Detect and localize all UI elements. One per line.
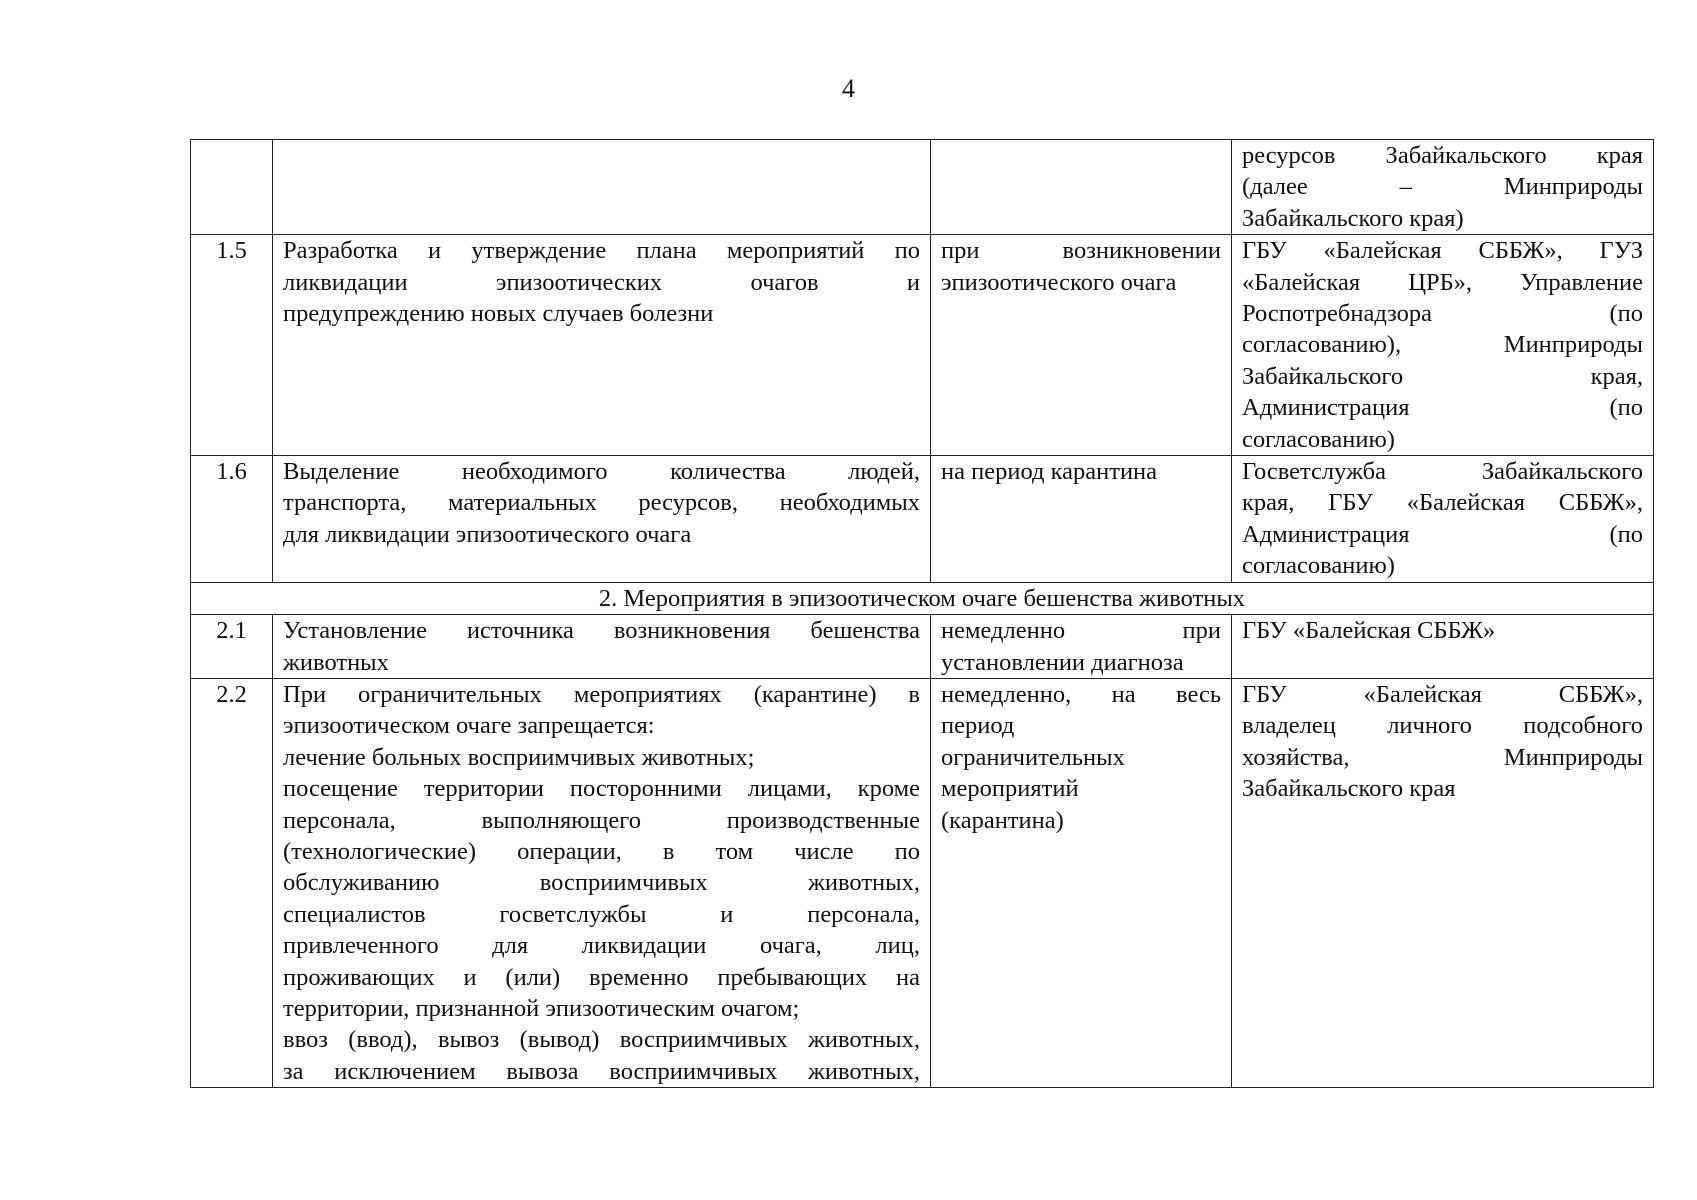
cell-text-line: ввоз (ввод), вывоз (вывод) восприимчивых животных, (283, 1026, 920, 1054)
term-cell (931, 678, 1232, 1087)
cell-text-line: для ликвидации эпизоотического очага (283, 520, 692, 548)
measures-table (190, 139, 1654, 1088)
term-cell (931, 140, 1232, 235)
measure-cell (273, 678, 931, 1087)
cell-text-line: немедленно при (941, 617, 1221, 645)
section-heading-body (191, 582, 1654, 614)
table-row (191, 678, 1654, 1087)
section-heading: 2. Мероприятия в эпизоотическом очаге бешенства животных (191, 582, 1654, 614)
cell-text-line: (технологические) операции, в том числе по (283, 837, 920, 865)
cell-text-line: транспорта, материальных ресурсов, необходимых (283, 489, 920, 517)
cell-text-line: «Балейская ЦРБ», Управление (1242, 268, 1643, 296)
table-row (191, 456, 1654, 583)
table-row (191, 615, 1654, 679)
responsible-cell (1232, 456, 1654, 583)
section-heading-row (191, 582, 1654, 614)
cell-text-line: Госветслужба Забайкальского (1242, 458, 1643, 486)
cell-text-line: согласованию) (1242, 552, 1395, 580)
cell-text-line: ГБУ «Балейская СББЖ» (1242, 617, 1496, 645)
cell-text-line: ограничительных (941, 743, 1125, 771)
measure-cell (273, 140, 931, 235)
responsible-cell (1232, 235, 1654, 456)
cell-text-line: немедленно, на весь (941, 680, 1221, 708)
measure-cell (273, 456, 931, 583)
row-number: 2.1 (191, 615, 273, 679)
cell-text-line: на период карантина (941, 458, 1158, 486)
cell-text-line: лечение больных восприимчивых животных; (283, 743, 755, 771)
cell-text-line: специалистов госветслужбы и персонала, (283, 900, 920, 928)
measures-table-body-part-2 (191, 615, 1654, 1088)
cell-text-line: края, ГБУ «Балейская СББЖ», (1242, 489, 1643, 517)
term-cell (931, 235, 1232, 456)
cell-text-line: предупреждению новых случаев болезни (283, 300, 714, 328)
cell-text-line: мероприятий (941, 775, 1079, 803)
measure-cell (273, 615, 931, 679)
responsible-cell (1232, 678, 1654, 1087)
cell-text-line: эпизоотическом очаге запрещается: (283, 712, 655, 740)
cell-text-line: Роспотребнадзора (по (1242, 300, 1643, 328)
measures-table-body-part-1 (191, 140, 1654, 583)
cell-text-line: территории, признанной эпизоотическим очагом; (283, 994, 800, 1022)
cell-text-line: Забайкальского края) (1242, 204, 1464, 232)
responsible-cell (1232, 615, 1654, 679)
row-number (191, 140, 273, 235)
term-cell (931, 615, 1232, 679)
cell-text-line: согласованию) (1242, 425, 1395, 453)
page-number: 4 (842, 74, 855, 103)
term-cell (931, 456, 1232, 583)
table-row (191, 140, 1654, 235)
cell-text-line: установлении диагноза (941, 648, 1184, 676)
cell-text-line: владелец личного подсобного (1242, 712, 1643, 740)
cell-text-line: эпизоотического очага (941, 268, 1177, 296)
cell-text-line: привлеченного для ликвидации очага, лиц, (283, 932, 920, 960)
cell-text-line: ресурсов Забайкальского края (1242, 142, 1643, 169)
cell-text-line: персонала, выполняющего производственные (283, 806, 920, 834)
cell-text-line: (карантина) (941, 806, 1064, 834)
cell-text-line: Выделение необходимого количества людей, (283, 458, 920, 486)
cell-text-line: ГБУ «Балейская СББЖ», ГУЗ (1242, 237, 1643, 265)
cell-text-line: Забайкальского края, (1242, 362, 1643, 390)
row-number: 1.5 (191, 235, 273, 456)
cell-text-line: ликвидации эпизоотических очагов и (283, 268, 920, 296)
cell-text-line: Забайкальского края (1242, 775, 1456, 803)
cell-text-line: период (941, 712, 1015, 740)
row-number: 1.6 (191, 456, 273, 583)
cell-text-line: При ограничительных мероприятиях (карантине) в (283, 680, 920, 708)
cell-text-line: ГБУ «Балейская СББЖ», (1242, 680, 1643, 708)
cell-text-line: животных (283, 648, 389, 676)
cell-text-line: обслуживанию восприимчивых животных, (283, 869, 920, 897)
cell-text-line: за исключением вывоза восприимчивых животных, (283, 1057, 920, 1085)
cell-text-line: Администрация (по (1242, 520, 1643, 548)
cell-text-line: Разработка и утверждение плана мероприятий по (283, 237, 920, 265)
cell-text-line: посещение территории посторонними лицами, кроме (283, 775, 920, 803)
table-row (191, 235, 1654, 456)
cell-text-line: хозяйства, Минприроды (1242, 743, 1643, 771)
cell-text-line: Установление источника возникновения бешенства (283, 617, 920, 645)
cell-text-line: (далее – Минприроды (1242, 173, 1643, 201)
cell-text-line: при возникновении (941, 237, 1221, 265)
cell-text-line: согласованию), Минприроды (1242, 331, 1643, 359)
cell-text-line: Администрация (по (1242, 394, 1643, 422)
row-number: 2.2 (191, 678, 273, 1087)
measure-cell (273, 235, 931, 456)
cell-text-line: проживающих и (или) временно пребывающих на (283, 963, 920, 991)
responsible-cell (1232, 140, 1654, 235)
